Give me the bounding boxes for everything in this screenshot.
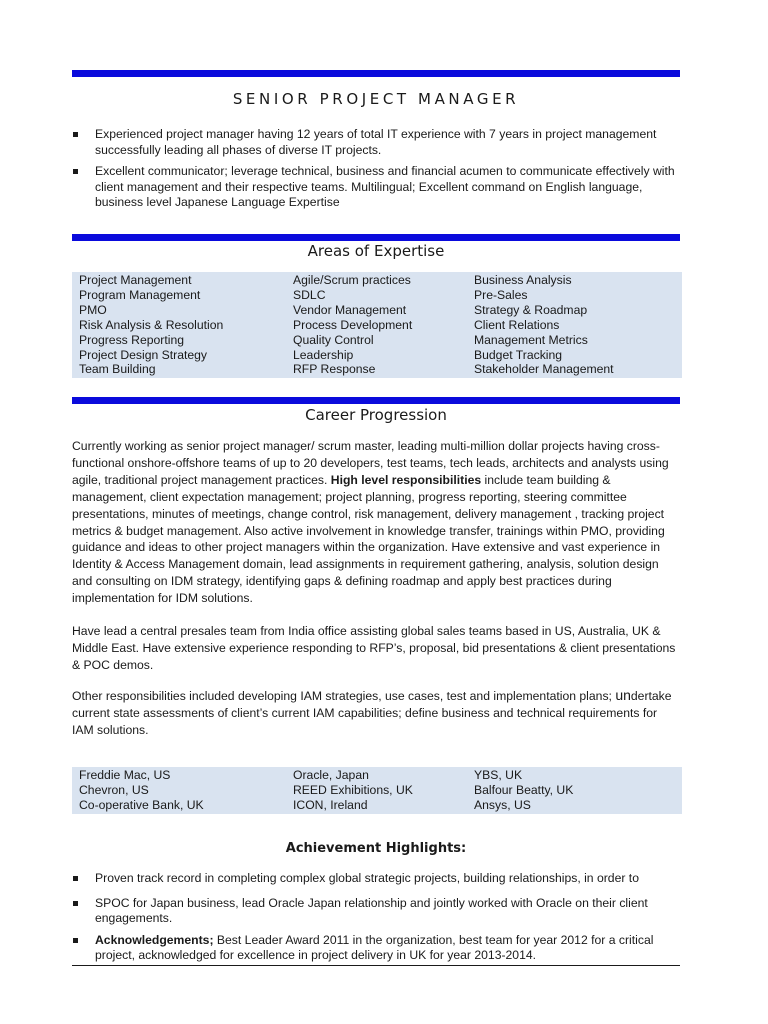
bottom-rule (72, 965, 680, 966)
expertise-table (72, 272, 682, 378)
expertise-item: Team Building (79, 362, 156, 377)
summary-item: Excellent communicator; leverage technical, business and financial acumen to communicate effectively with client management and their respective teams. Multilingual; Excellent command on English language, business level Japanese Language Expertise (72, 164, 680, 211)
client-item: Freddie Mac, US (79, 768, 171, 782)
bullet-square-icon (73, 169, 78, 174)
summary-item: Experienced project manager having 12 years of total IT experience with 7 years in project management successfully leading all phases of diverse IT projects. (72, 127, 680, 158)
client-item: Co-operative Bank, UK (79, 797, 204, 812)
expertise-item: Pre-Sales (474, 287, 528, 302)
career-heading: Career Progression (305, 406, 447, 424)
summary-list (72, 127, 680, 217)
clients-column (72, 768, 286, 813)
expertise-item: Agile/Scrum practices (293, 273, 411, 287)
achievements-heading: Achievement Highlights: (285, 841, 467, 856)
client-item: Ansys, US (474, 797, 531, 812)
clients-column (467, 768, 682, 813)
expertise-heading: Areas of Expertise (307, 242, 445, 260)
client-item: YBS, UK (474, 768, 523, 782)
clients-table (72, 767, 682, 814)
career-paragraph: Currently working as senior project manager/ scrum master, leading multi-million dollar projects having cross-functional onshore-offshore teams of up to 20 developers, test teams, tech leads, architects and analysts using agile, traditional project management practices. High level responsibilities include team building & management, client expectation management; project planning, progress reporting, steering committee presentations, minutes of meetings, change control, risk management, delivery management , tracking project metrics & budget management. Also active involvement in knowledge transfer, trainings within PMO, providing guidance and ideas to other project managers within the organization. Have extensive and vast experience in Identity & Access Management domain, lead assignments in requirement gathering, analysis, solution design and consulting on IDM strategy, identifying gaps & defining roadmap and apply best practices during implementation for IDM solutions. (72, 439, 669, 606)
expertise-item: PMO (79, 302, 107, 317)
expertise-item: Budget Tracking (474, 347, 563, 362)
client-item: Chevron, US (79, 782, 149, 797)
expertise-item: Process Development (293, 317, 413, 332)
client-item: ICON, Ireland (293, 797, 368, 812)
achievements-list (72, 871, 680, 970)
achievement-item: Proven track record in completing complex global strategic projects, building relationships, in order to (72, 871, 680, 887)
expertise-item: SDLC (293, 287, 326, 302)
expertise-item: Vendor Management (293, 302, 407, 317)
bullet-square-icon (73, 901, 78, 906)
clients-column (286, 768, 467, 813)
achievement-item: Acknowledgements; Best Leader Award 2011 in the organization, best team for year 2012 for a critical project, acknowledged for excellence in project delivery in UK for year 2013-2014. (72, 933, 680, 964)
presales-paragraph: Have lead a central presales team from India office assisting global sales teams based in US, Australia, UK & Middle East. Have extensive experience responding to RFP’s, proposal, bid presentations & client presentations & POC demos. (72, 624, 676, 672)
expertise-item: Strategy & Roadmap (474, 302, 588, 317)
client-item: REED Exhibitions, UK (293, 782, 413, 797)
client-item: Balfour Beatty, UK (474, 782, 574, 797)
expertise-column (467, 273, 682, 377)
expertise-item: Leadership (293, 347, 354, 362)
expertise-item: Project Management (79, 273, 192, 287)
expertise-item: RFP Response (293, 362, 376, 377)
career-blue-rule (72, 397, 680, 404)
expertise-item: Client Relations (474, 317, 560, 332)
bullet-square-icon (73, 132, 78, 137)
expertise-item: Progress Reporting (79, 332, 184, 347)
top-blue-rule (72, 70, 680, 77)
expertise-item: Quality Control (293, 332, 374, 347)
expertise-item: Risk Analysis & Resolution (79, 317, 224, 332)
expertise-item: Stakeholder Management (474, 362, 614, 377)
expertise-blue-rule (72, 234, 680, 241)
page-title: SENIOR PROJECT MANAGER (232, 90, 520, 108)
expertise-item: Management Metrics (474, 332, 588, 347)
expertise-item: Program Management (79, 287, 201, 302)
expertise-item: Business Analysis (474, 273, 572, 287)
bullet-square-icon (73, 876, 78, 881)
bullet-square-icon (73, 938, 78, 943)
expertise-item: Project Design Strategy (79, 347, 208, 362)
achievement-item: SPOC for Japan business, lead Oracle Japan relationship and jointly worked with Oracle on their client engagements. (72, 896, 680, 927)
expertise-column (72, 273, 286, 377)
expertise-column (286, 273, 467, 377)
client-item: Oracle, Japan (293, 768, 369, 782)
responsibilities-paragraph: Other responsibilities included developing IAM strategies, use cases, test and implementation plans; undertake current state assessments of client’s current IAM capabilities; define business and technical requirements for IAM solutions. (72, 687, 672, 737)
